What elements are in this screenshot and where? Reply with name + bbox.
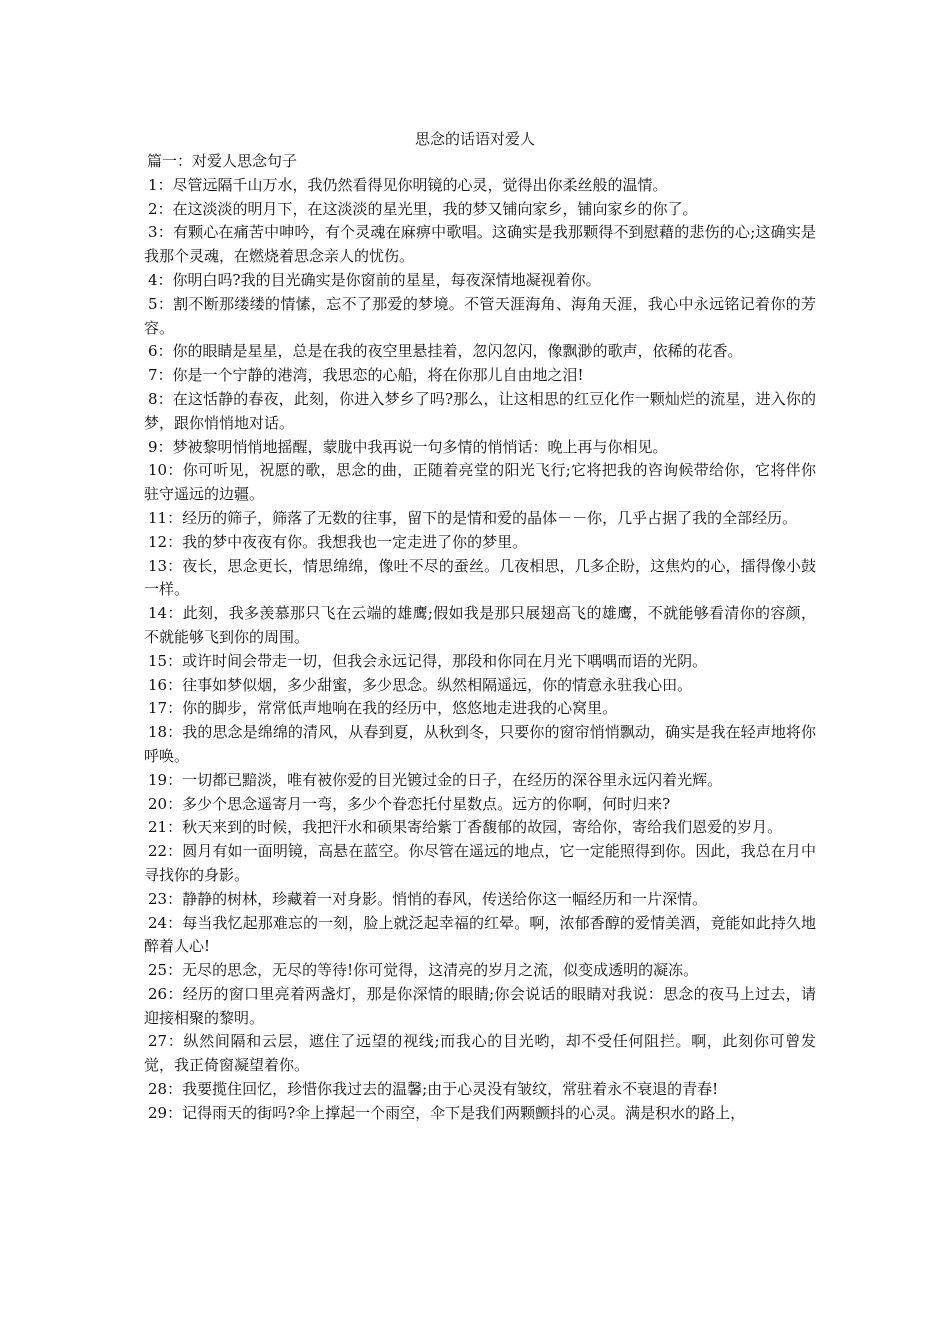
item-number: 8：	[148, 389, 173, 408]
item-number: 10：	[148, 461, 183, 480]
item-text: 你可听见，祝愿的歌，思念的曲，正随着亮堂的阳光飞行;它将把我的咨询候带给你，它将伴你驻守遥远的边疆。	[144, 461, 816, 504]
list-item	[144, 721, 816, 769]
list-item	[144, 793, 816, 817]
item-number: 27：	[148, 1032, 184, 1051]
list-item	[144, 959, 816, 983]
list-item	[144, 507, 816, 531]
item-text: 或许时间会带走一切，但我会永远记得，那段和你同在月光下喁喁而语的光阴。	[182, 651, 708, 670]
item-number: 4：	[148, 270, 173, 289]
item-number: 12：	[148, 532, 183, 551]
item-number: 19：	[148, 770, 183, 789]
list-item	[144, 1078, 816, 1102]
list-item	[144, 602, 816, 650]
item-text: 割不断那缕缕的情愫，忘不了那爱的梦境。不管天涯海角、海角天涯，我心中永远铭记着你的芳容。	[144, 294, 816, 337]
item-number: 3：	[148, 223, 173, 242]
list-item	[144, 221, 816, 269]
item-number: 11：	[148, 508, 183, 527]
document-title: 思念的话语对爱人	[414, 130, 535, 148]
item-text: 无尽的思念，无尽的等待!你可觉得，这清亮的岁月之流，似变成透明的凝冻。	[182, 961, 699, 980]
list-item	[144, 1030, 816, 1078]
item-text: 每当我忆起那难忘的一刻，脸上就泛起幸福的红晕。啊，浓郁香醇的爱情美酒，竟能如此持久地醉着人心!	[144, 913, 816, 956]
item-text: 往事如梦似烟，多少甜蜜，多少思念。纵然相隔遥远，你的情意永驻我心田。	[182, 675, 693, 694]
item-number: 24：	[148, 913, 183, 932]
section-heading: 篇一：对爱人思念句子	[147, 152, 298, 170]
item-text: 经历的筛子，筛落了无数的往事，留下的是情和爱的晶体－－你，几乎占据了我的全部经历。	[182, 508, 798, 527]
list-item	[144, 269, 816, 293]
list-item	[144, 912, 816, 960]
list-item	[144, 364, 816, 388]
list-item	[144, 840, 816, 888]
item-number: 25：	[148, 961, 183, 980]
list-item	[144, 769, 816, 793]
item-text: 我的思念是绵绵的清风，从春到夏，从秋到冬，只要你的窗帘悄悄飘动，确实是我在轻声地将你呼唤。	[144, 723, 816, 765]
item-number: 6：	[148, 342, 173, 361]
document-body	[144, 150, 816, 1126]
list-item	[144, 340, 816, 364]
item-number: 28：	[148, 1080, 183, 1099]
list-item	[144, 888, 816, 912]
list-item	[144, 436, 816, 460]
item-text: 记得雨天的街吗?伞上撑起一个雨空，伞下是我们两颗颤抖的心灵。满是积水的路上，	[182, 1103, 746, 1122]
item-number: 23：	[148, 889, 183, 908]
item-text: 圆月有如一面明镜，高悬在蓝空。你尽管在遥远的地点，它一定能照得到你。因此，我总在月中寻找你的身影。	[144, 842, 816, 884]
item-text: 在这淡淡的明月下，在这淡淡的星光里，我的梦又铺向家乡，铺向家乡的你了。	[172, 199, 698, 218]
item-text: 我要揽住回忆，珍惜你我过去的温馨;由于心灵没有皱纹，常驻着永不衰退的青春!	[182, 1080, 719, 1099]
item-number: 22：	[148, 842, 183, 861]
list-item	[144, 531, 816, 555]
item-number: 26：	[148, 984, 183, 1003]
item-text: 静静的树林，珍藏着一对身影。悄悄的春风，传送给你这一幅经历和一片深情。	[182, 889, 708, 908]
item-text: 你明白吗?我的目光确实是你窗前的星星，每夜深情地凝视着你。	[172, 270, 601, 289]
item-text: 纵然间隔和云层，遮住了远望的视线;而我心的目光哟，却不受任何阻拦。啊，此刻你可曾发觉，我正倚窗凝望着你。	[144, 1032, 816, 1075]
item-number: 17：	[148, 699, 183, 718]
item-text: 我的梦中夜夜有你。我想我也一定走进了你的梦里。	[182, 532, 528, 551]
item-number: 29：	[148, 1103, 183, 1122]
item-number: 13：	[148, 556, 183, 575]
item-number: 15：	[148, 651, 183, 670]
item-number: 14：	[148, 604, 183, 623]
list-item	[144, 388, 816, 436]
item-text: 夜长，思念更长，情思绵绵，像吐不尽的蚕丝。几夜相思，几多企盼，这焦灼的心，擂得像小鼓一样。	[144, 556, 816, 599]
item-text: 尽管远隔千山万水，我仍然看得见你明镜的心灵，觉得出你柔丝般的温情。	[172, 175, 668, 194]
item-number: 21：	[148, 818, 183, 837]
list-item	[144, 459, 816, 507]
item-number: 1：	[148, 175, 173, 194]
list-item	[144, 983, 816, 1031]
item-text: 一切都已黯淡，唯有被你爱的目光镀过金的日子，在经历的深谷里永远闪着光辉。	[182, 770, 723, 789]
list-item	[144, 555, 816, 603]
list-item	[144, 650, 816, 674]
item-text: 你的眼睛是星星，总是在我的夜空里悬挂着，忽闪忽闪，像飘渺的歌声，依稀的花香。	[172, 342, 743, 361]
list-item	[144, 674, 816, 698]
list-item	[144, 1102, 816, 1126]
item-number: 16：	[148, 675, 183, 694]
item-number: 5：	[148, 294, 174, 313]
item-number: 18：	[148, 723, 183, 742]
item-number: 2：	[148, 199, 173, 218]
list-item	[144, 293, 816, 341]
item-text: 秋天来到的时候，我把汗水和硕果寄给紫丁香馥郁的故园，寄给你，寄给我们恩爱的岁月。	[182, 818, 783, 837]
item-text: 经历的窗口里亮着两盏灯，那是你深情的眼睛;你会说话的眼睛对我说：思念的夜马上过去，请迎接相聚的黎明。	[144, 984, 816, 1027]
item-number: 20：	[148, 794, 183, 813]
item-number: 7：	[148, 366, 173, 385]
list-item	[144, 697, 816, 721]
item-text: 此刻，我多羡慕那只飞在云端的雄鹰;假如我是那只展翅高飞的雄鹰，不就能够看清你的容颜，不就能够飞到你的周围。	[144, 604, 816, 646]
item-text: 你的脚步，常常低声地响在我的经历中，悠悠地走进我的心窝里。	[182, 699, 618, 718]
item-text: 你是一个宁静的港湾，我思恋的心船，将在你那儿自由地之泪!	[172, 366, 584, 385]
item-text: 多少个思念遥寄月一弯，多少个眷恋托付星数点。远方的你啊，何时归来?	[182, 794, 671, 813]
list-item	[144, 174, 816, 198]
item-text: 有颗心在痛苦中呻吟，有个灵魂在麻痹中歌唱。这确实是我那颗得不到慰藉的悲伤的心;这确实是我那个灵魂，在燃烧着思念亲人的忧伤。	[144, 223, 817, 266]
list-item	[144, 816, 816, 840]
item-number: 9：	[148, 437, 173, 456]
item-text: 在这恬静的春夜，此刻，你进入梦乡了吗?那么，让这相思的红豆化作一颗灿烂的流星，进入你的梦，跟你悄悄地对话。	[144, 389, 817, 432]
item-text: 梦被黎明悄悄地摇醒，蒙胧中我再说一句多情的悄悄话：晚上再与你相见。	[172, 437, 668, 456]
list-item	[144, 198, 816, 222]
